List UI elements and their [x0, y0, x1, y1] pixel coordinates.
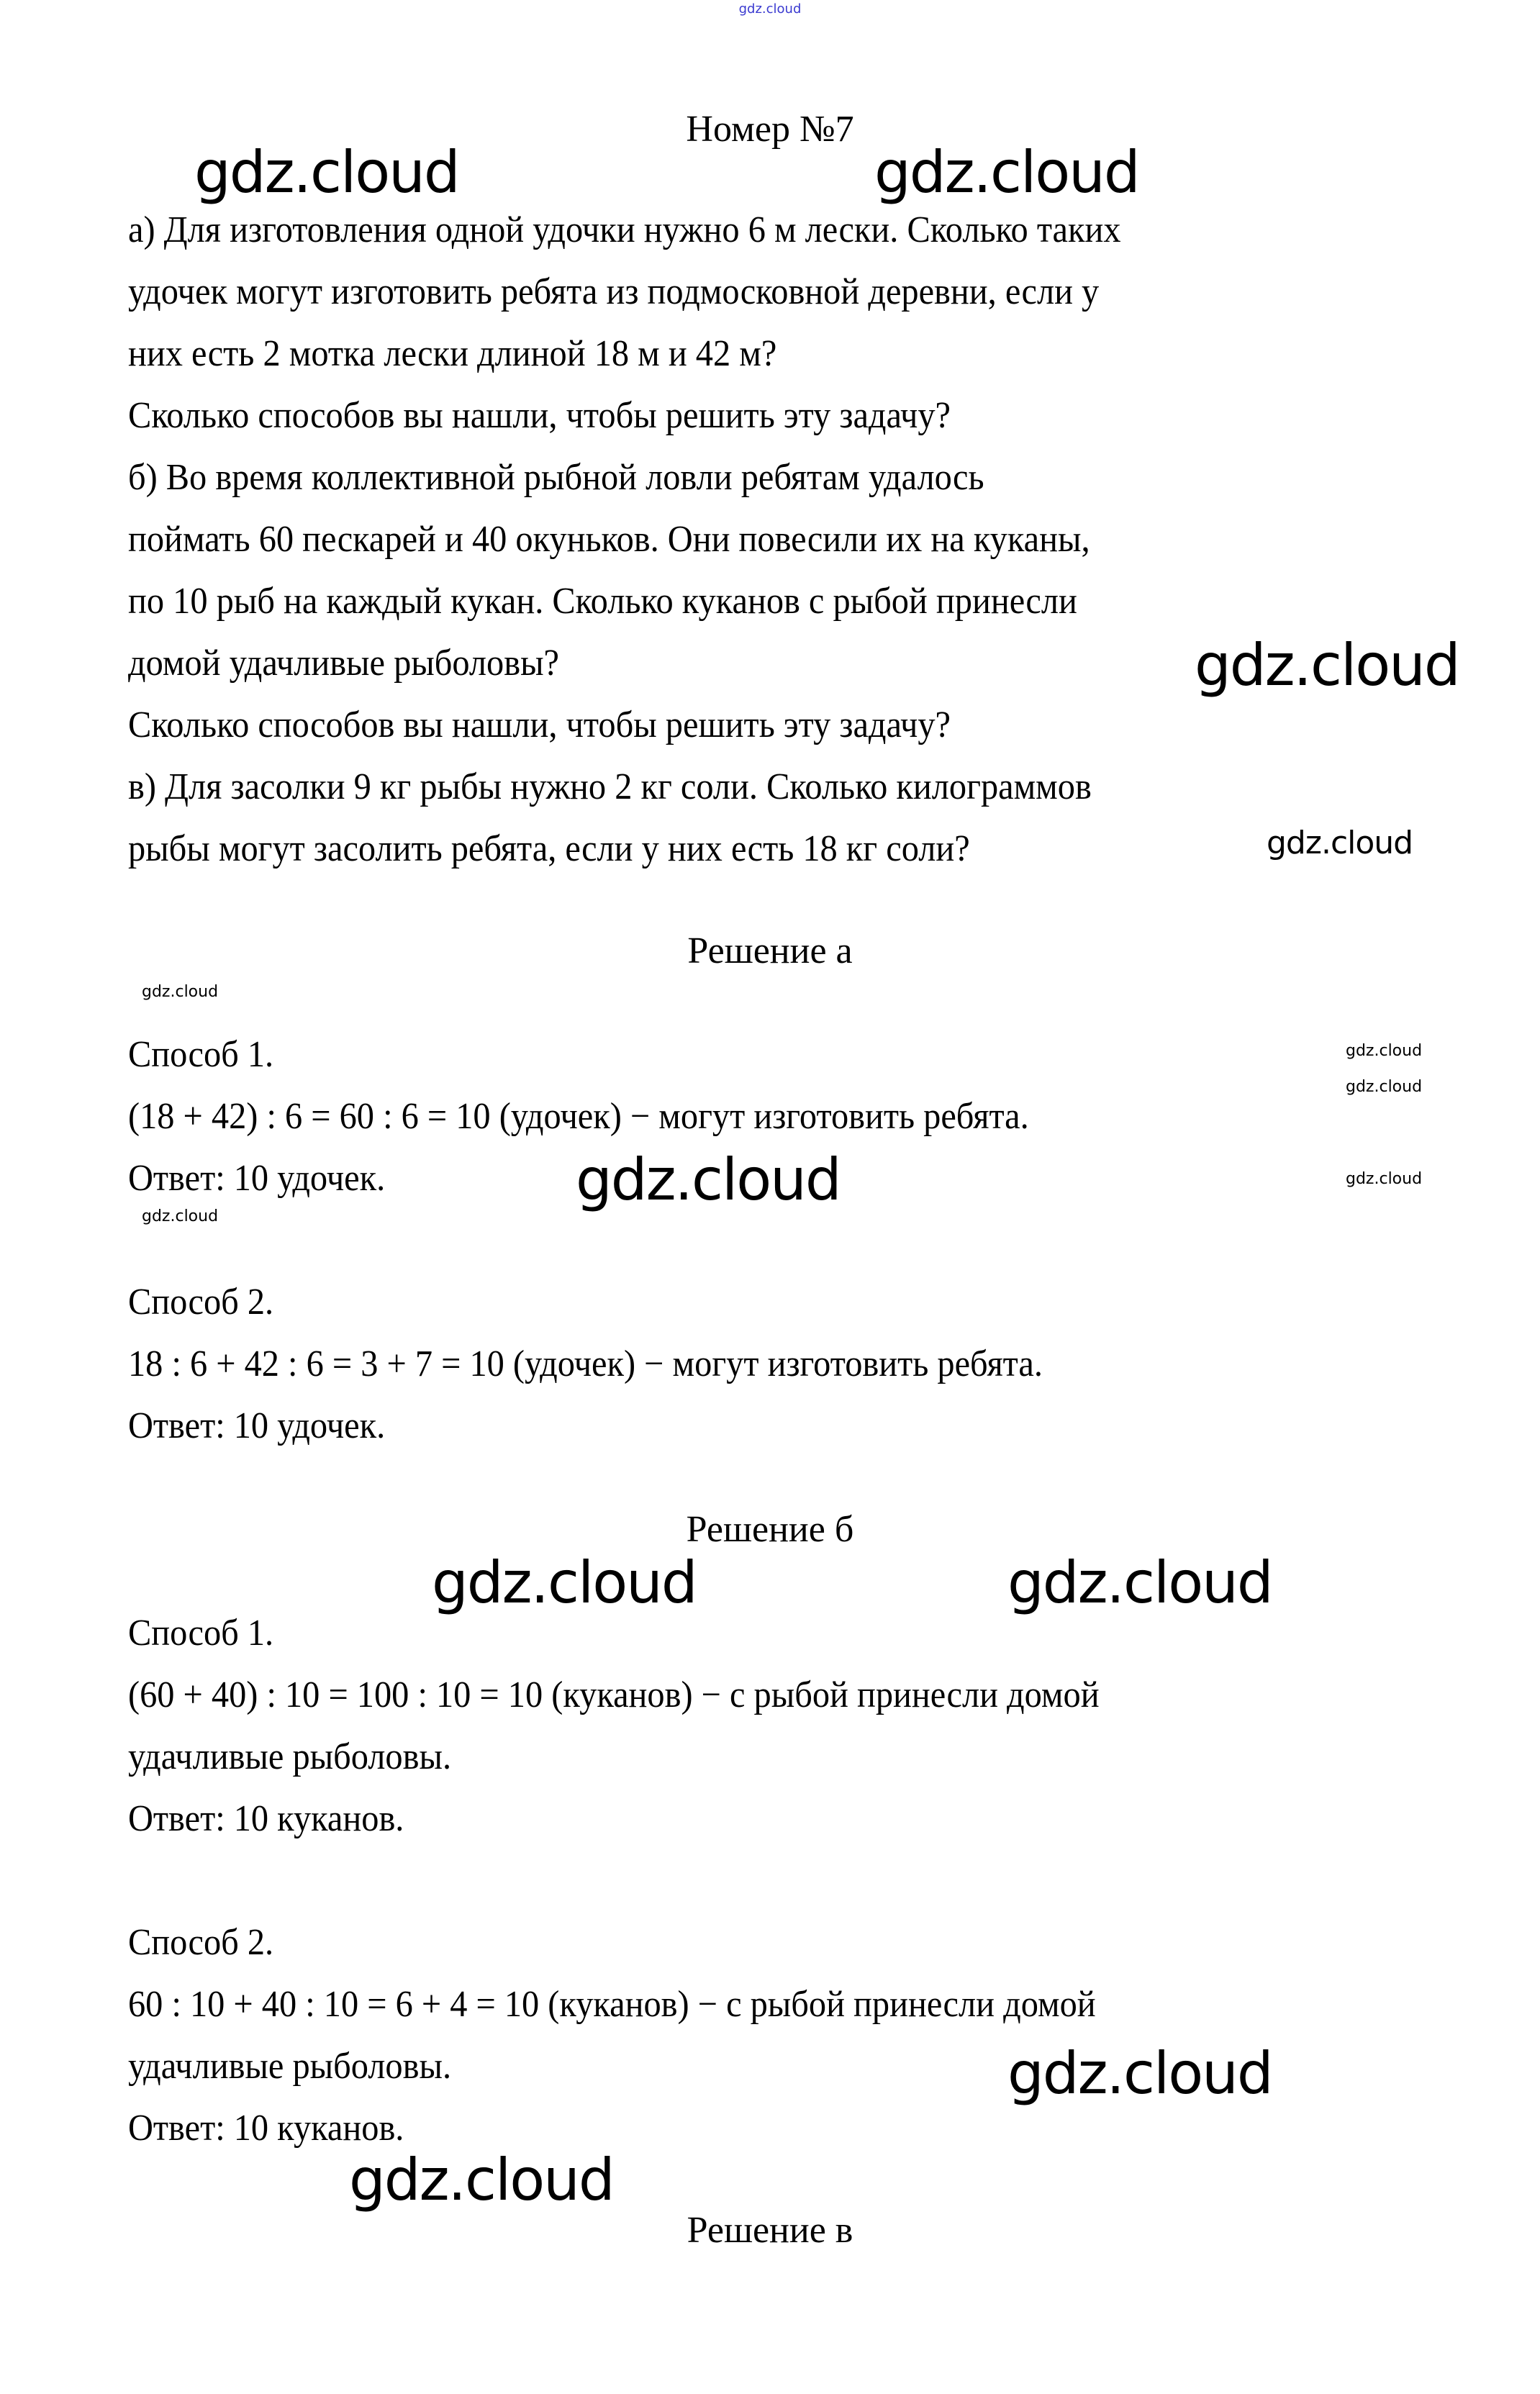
- watermark: gdz.cloud: [1267, 825, 1413, 861]
- solution-b-method2-expression: 60 : 10 + 40 : 10 = 6 + 4 = 10 (куканов) − с рыбой принесли домой: [128, 1984, 1096, 2025]
- task-line: Сколько способов вы нашли, чтобы решить эту задачу?: [128, 395, 951, 436]
- solution-a-method1-label: Способ 1.: [128, 1034, 274, 1075]
- solution-a-method2-expression: 18 : 6 + 42 : 6 = 3 + 7 = 10 (удочек) − могут изготовить ребята.: [128, 1343, 1043, 1384]
- watermark: gdz.cloud: [1346, 1042, 1423, 1060]
- watermark: gdz.cloud: [874, 139, 1139, 206]
- watermark: gdz.cloud: [349, 2146, 614, 2213]
- task-line: в) Для засолки 9 кг рыбы нужно 2 кг соли. Сколько килограммов: [128, 766, 1092, 807]
- watermark: gdz.cloud: [1346, 1078, 1423, 1096]
- task-line: а) Для изготовления одной удочки нужно 6 м лески. Сколько таких: [128, 209, 1121, 250]
- solution-b-method1-answer: Ответ: 10 куканов.: [128, 1798, 404, 1839]
- watermark: gdz.cloud: [194, 139, 459, 206]
- solution-c-heading: Решение в: [687, 2210, 853, 2251]
- solution-a-method1-answer: Ответ: 10 удочек.: [128, 1158, 386, 1199]
- solution-b-method2-expression-cont: удачливые рыболовы.: [128, 2046, 452, 2087]
- watermark: gdz.cloud: [1346, 1170, 1423, 1188]
- watermark: gdz.cloud: [432, 1549, 697, 1616]
- solution-b-method2-label: Способ 2.: [128, 1922, 274, 1963]
- solution-a-method1-expression: (18 + 42) : 6 = 60 : 6 = 10 (удочек) − могут изготовить ребята.: [128, 1096, 1029, 1137]
- watermark: gdz.cloud: [1007, 1549, 1272, 1616]
- solution-b-method1-expression: (60 + 40) : 10 = 100 : 10 = 10 (куканов) − с рыбой принесли домой: [128, 1674, 1100, 1715]
- top-watermark: gdz.cloud: [738, 1, 802, 17]
- watermark: gdz.cloud: [576, 1146, 841, 1213]
- solution-b-heading: Решение б: [686, 1509, 854, 1550]
- solution-a-heading: Решение а: [687, 930, 853, 971]
- task-line: удочек могут изготовить ребята из подмосковной деревни, если у: [128, 271, 1100, 312]
- task-line: Сколько способов вы нашли, чтобы решить эту задачу?: [128, 704, 951, 745]
- task-line: б) Во время коллективной рыбной ловли ребятам удалось: [128, 457, 984, 498]
- task-line: рыбы могут засолить ребята, если у них есть 18 кг соли?: [128, 828, 970, 869]
- solution-b-method2-answer: Ответ: 10 куканов.: [128, 2108, 404, 2149]
- task-line: по 10 рыб на каждый кукан. Сколько куканов с рыбой принесли: [128, 581, 1077, 622]
- watermark: gdz.cloud: [1007, 2040, 1272, 2107]
- task-line: них есть 2 мотка лески длиной 18 м и 42 м?: [128, 333, 777, 374]
- watermark: gdz.cloud: [1195, 632, 1459, 699]
- page-title: Номер №7: [686, 109, 854, 150]
- solution-a-method2-answer: Ответ: 10 удочек.: [128, 1405, 386, 1446]
- solution-a-method2-label: Способ 2.: [128, 1282, 274, 1323]
- solution-b-method1-expression-cont: удачливые рыболовы.: [128, 1736, 452, 1777]
- task-line: поймать 60 пескарей и 40 окуньков. Они повесили их на куканы,: [128, 519, 1090, 560]
- watermark: gdz.cloud: [142, 983, 219, 1001]
- solution-b-method1-label: Способ 1.: [128, 1613, 274, 1654]
- watermark: gdz.cloud: [142, 1207, 219, 1225]
- task-line: домой удачливые рыболовы?: [128, 643, 560, 684]
